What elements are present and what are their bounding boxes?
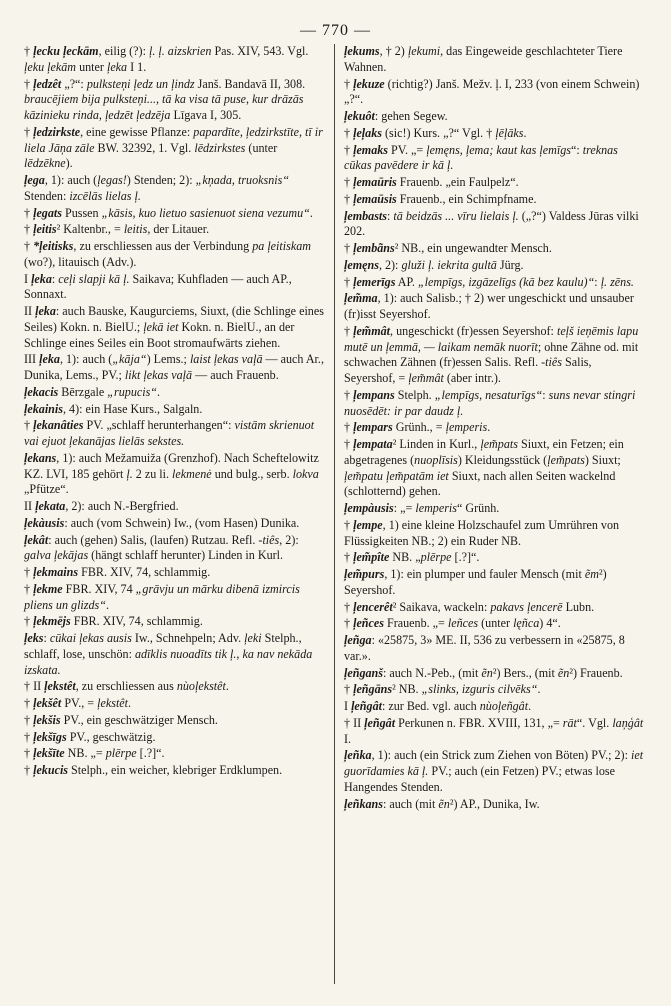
dictionary-entry: † ļedzirkste, eine gewisse Pflanze: papardīte, ļedzirkstīte, tī ir liela Jāņa zāle BW. 32392, 1. Vgl. lēdzirkstes (unter lēdzēkne). <box>24 124 323 171</box>
dictionary-entry: † ļekšêt PV., = ļekstêt. <box>24 696 132 710</box>
dictionary-entry: † ļemaks PV. „= ļemęns, ļema; kaut kas ļemīgs“: treknas cūkas pavēdere ir kā ļ. <box>344 142 618 173</box>
dictionary-entry: † ļempe, 1) eine kleine Holzschaufel zum Umrühren von Flüssigkeiten NB.; 2) ein Ruder NB. <box>344 517 620 548</box>
dictionary-entry: † ļem̃pîte NB. „plērpe [.?]“. <box>344 550 480 565</box>
dictionary-entry: II ļekata, 2): auch N.-Bergfried. <box>24 499 179 513</box>
dictionary-entry: ļekans, 1): auch Mežamuiža (Grenzhof). Nach Scheftelowitz KZ. LVI, 185 gehört ļ. 2 zu li. lekmenė und bulg., serb. lokva „Pfütze“. <box>24 450 319 497</box>
dictionary-entry: † ļencerêt² Saikava, wackeln: pakavs ļencerē Lubn. <box>344 599 595 614</box>
dictionary-entry: † ļekmējs FBR. XIV, 74, schlammig. <box>24 614 203 629</box>
dictionary-entry: † ļegats Pussen „kāsis, kuo lietuo sasienuot siena vezumu“. <box>24 205 313 220</box>
dictionary-entry: II ļeka: auch Bauske, Kaugurciems, Siuxt, (die Schlinge eines Seiles) Kokn. n. BielU.; ļekā iet Kokn. n. BielU., an der Schlinge eines Seiles ein Boot stromaufwärts ziehen. <box>24 304 324 350</box>
dictionary-entry: † ļekmains FBR. XIV, 74, schlammig. <box>24 565 211 579</box>
dictionary-entry: † ļekšīte NB. „= plērpe [.?]“. <box>24 746 165 761</box>
dictionary-entry: ļeñkans: auch (mit ẽn²) AP., Dunika, Iw. <box>344 796 540 811</box>
dictionary-entry: ļekàusis: auch (vom Schwein) Iw., (vom Hasen) Dunika. <box>24 515 300 530</box>
dictionary-entry: † ļemaūsis Frauenb., ein Schimpfname. <box>344 191 537 206</box>
dictionary-entry: † ļekšīgs PV., geschwätzig. <box>24 729 156 744</box>
dictionary-entry: ļekuôt: gehen Segew. <box>344 109 448 123</box>
dictionary-entry: ļempàusis: „= lemperis“ Grünh. <box>344 501 500 515</box>
dictionary-entry: † ļembãns² NB., ein ungewandter Mensch. <box>344 241 552 255</box>
dictionary-entry: ļekacis Bērzgale „rupucis“. <box>24 384 161 399</box>
dictionary-entry: † ļekuze (richtig?) Janš. Mežv. ļ. I, 233 (von einem Schwein) „?“. <box>344 76 640 107</box>
dictionary-entry: ļemęns, 2): gluži ļ. iekrita gultā Jürg. <box>344 257 524 272</box>
dictionary-entry: ļeks: cūkai ļekas ausis Iw., Schnehpeln; Adv. ļeki Stelph., schlaff, lose, unschön: adīklis nuoadīts tik ļ., ka nav nekāda izskata. <box>24 631 313 677</box>
dictionary-entry: † ļekšis PV., ein geschwätziger Mensch. <box>24 712 218 727</box>
dictionary-entry: † ļekanâties PV. „schlaff herunterhangen“: vistām skrienuot vai ejuot ļekanājas lielās sekstes. <box>24 418 315 448</box>
page-number: — 770 — <box>300 22 371 39</box>
dictionary-entry: † ļeñces Frauenb. „= leñces (unter lęñca) 4“. <box>344 616 561 631</box>
dictionary-entry: III ļeka, 1): auch („kāja“) Lems.; laist ļekas vaļā — auch Ar., Dunika, Lems., PV.; likt ļekas vaļā — auch Frauenb. <box>24 352 324 382</box>
dictionary-entry: ļeñka, 1): auch (ein Strick zum Ziehen von Böten) PV.; 2): iet guorīdamies kā ļ. PV.; auch (ein Fetzen) PV.; etwas lose Hangendes Stenden. <box>344 748 644 794</box>
dictionary-entry: † *ļeitisks, zu erschliessen aus der Verbindung pa ļeitiskam (wo?), litauisch (Adv.). <box>24 239 311 269</box>
dictionary-entry: ļega, 1): auch (ļegas!) Stenden; 2): „kņada, truoksnis“ Stenden: izcēlās lielas ļ. <box>24 173 290 203</box>
dictionary-entry: † ļempars Grünh., = ļemperis. <box>344 420 491 435</box>
dictionary-entry: ļem̃purs, 1): ein plumper und fauler Mensch (mit ẽm²) Seyershof. <box>344 567 607 597</box>
dictionary-entry: † ļem̃mât, ungeschickt (fr)essen Seyershof: teļš ieņēmis lapu mutē un ļemmā, — laikam nemāk nuorīt; ohne Zähne od. mit schwachen Zähnen (fr)essen Salis. Refl. -tiês Salis, Seyershof, = ļem̃mât (aber intr.). <box>344 323 639 385</box>
dictionary-entry: ļeñga: «25875, 3» ME. II, 536 zu verbessern in «25875, 8 var.». <box>344 633 625 663</box>
dictionary-entry: ļekât: auch (gehen) Salis, (laufen) Rutzau. Refl. -tiês, 2): galva ļekājas (hängt schlaff herunter) Linden in Kurl. <box>24 532 299 563</box>
dictionary-entry: † ļekucis Stelph., ein weicher, klebriger Erdklumpen. <box>24 763 283 777</box>
dictionary-entry: † ļecku ļeckām, eilig (?): ļ. ļ. aizskrien Pas. XIV, 543. Vgl. ļeku ļekām unter ļeka I 1. <box>24 44 309 74</box>
column-divider <box>334 44 335 984</box>
dictionary-entry: † ļemaūris Frauenb. „ein Faulpelz“. <box>344 175 519 189</box>
right-column <box>344 44 644 813</box>
dictionary-entry: I ļeka: ceļi slapji kā ļ. Saikava; Kuhfladen — auch AP., Sonnaxt. <box>24 271 292 302</box>
dictionary-entry: † ļeļaks (sic!) Kurs. „?“ Vgl. † ļēļāks. <box>344 125 527 140</box>
dictionary-entry: I ļeñgât: zur Bed. vgl. auch nùoļeñgât. <box>344 699 532 713</box>
dictionary-entry: † ļekme FBR. XIV, 74 „grāvju un mārku dibenā izmircis pliens un glizds“. <box>24 581 300 612</box>
dictionary-entry: † II ļekstêt, zu erschliessen aus nùoļekstêt. <box>24 679 229 694</box>
dictionary-entry: ļem̃ma, 1): auch Salisb.; † 2) wer ungeschickt und unsauber (fr)isst Seyershof. <box>344 291 634 321</box>
dictionary-entry: ļembasts: tā beidzās ... vīru lielais ļ. („?“) Valdess Jūras vilki 202. <box>344 208 639 239</box>
dictionary-entry: † ļempans Stelph. „lempīgs, nesaturīgs“: suns nevar stingri nuosēdēt: ir par daudz ļ. <box>344 387 636 418</box>
dictionary-entry: † ļedzêt „?“: pulksteņi ļedz un ļindz Janš. Bandavā II, 308. braucējiem bija pulksteņi..., tā ka visa tā puse, kur drāzās kāzinieku rinda, ļedzēt ļedzēja Līgava I, 305. <box>24 76 306 122</box>
dictionary-entry: † ļemerīgs AP. „lempīgs, izgāzelīgs (kā bez kaulu)“: ļ. zēns. <box>344 274 634 289</box>
dictionary-entry: † ļeñgāns² NB. „slinks, izguris cilvēks“. <box>344 682 541 697</box>
dictionary-entry: † ļempata² Linden in Kurl., ļem̃pats Siuxt, ein Fetzen; ein abgetragenes (nuoplīsis) Kleidungsstück (ļem̃pats) Siuxt; ļem̃patu ļem̃patām iet Siuxt, nach allen Seiten wackelnd (schlotternd) gehen. <box>344 437 624 499</box>
dictionary-entry: ļekainis, 4): ein Hase Kurs., Salgaln. <box>24 401 203 416</box>
dictionary-entry: † II ļeñgât Perkunen n. FBR. XVIII, 131, „= rāt“. Vgl. laņģât I. <box>344 715 644 746</box>
dictionary-entry: ļeñganš: auch N.-Peb., (mit ẽn²) Bers., (mit ẽn²) Frauenb. <box>344 665 623 680</box>
dictionary-entry: † ļeitis² Kaltenbr., = leitis, der Litauer. <box>24 222 210 237</box>
left-column <box>24 44 324 780</box>
dictionary-entry: ļekums, † 2) ļekumi, das Eingeweide geschlachteter Tiere Wahnen. <box>344 44 623 74</box>
